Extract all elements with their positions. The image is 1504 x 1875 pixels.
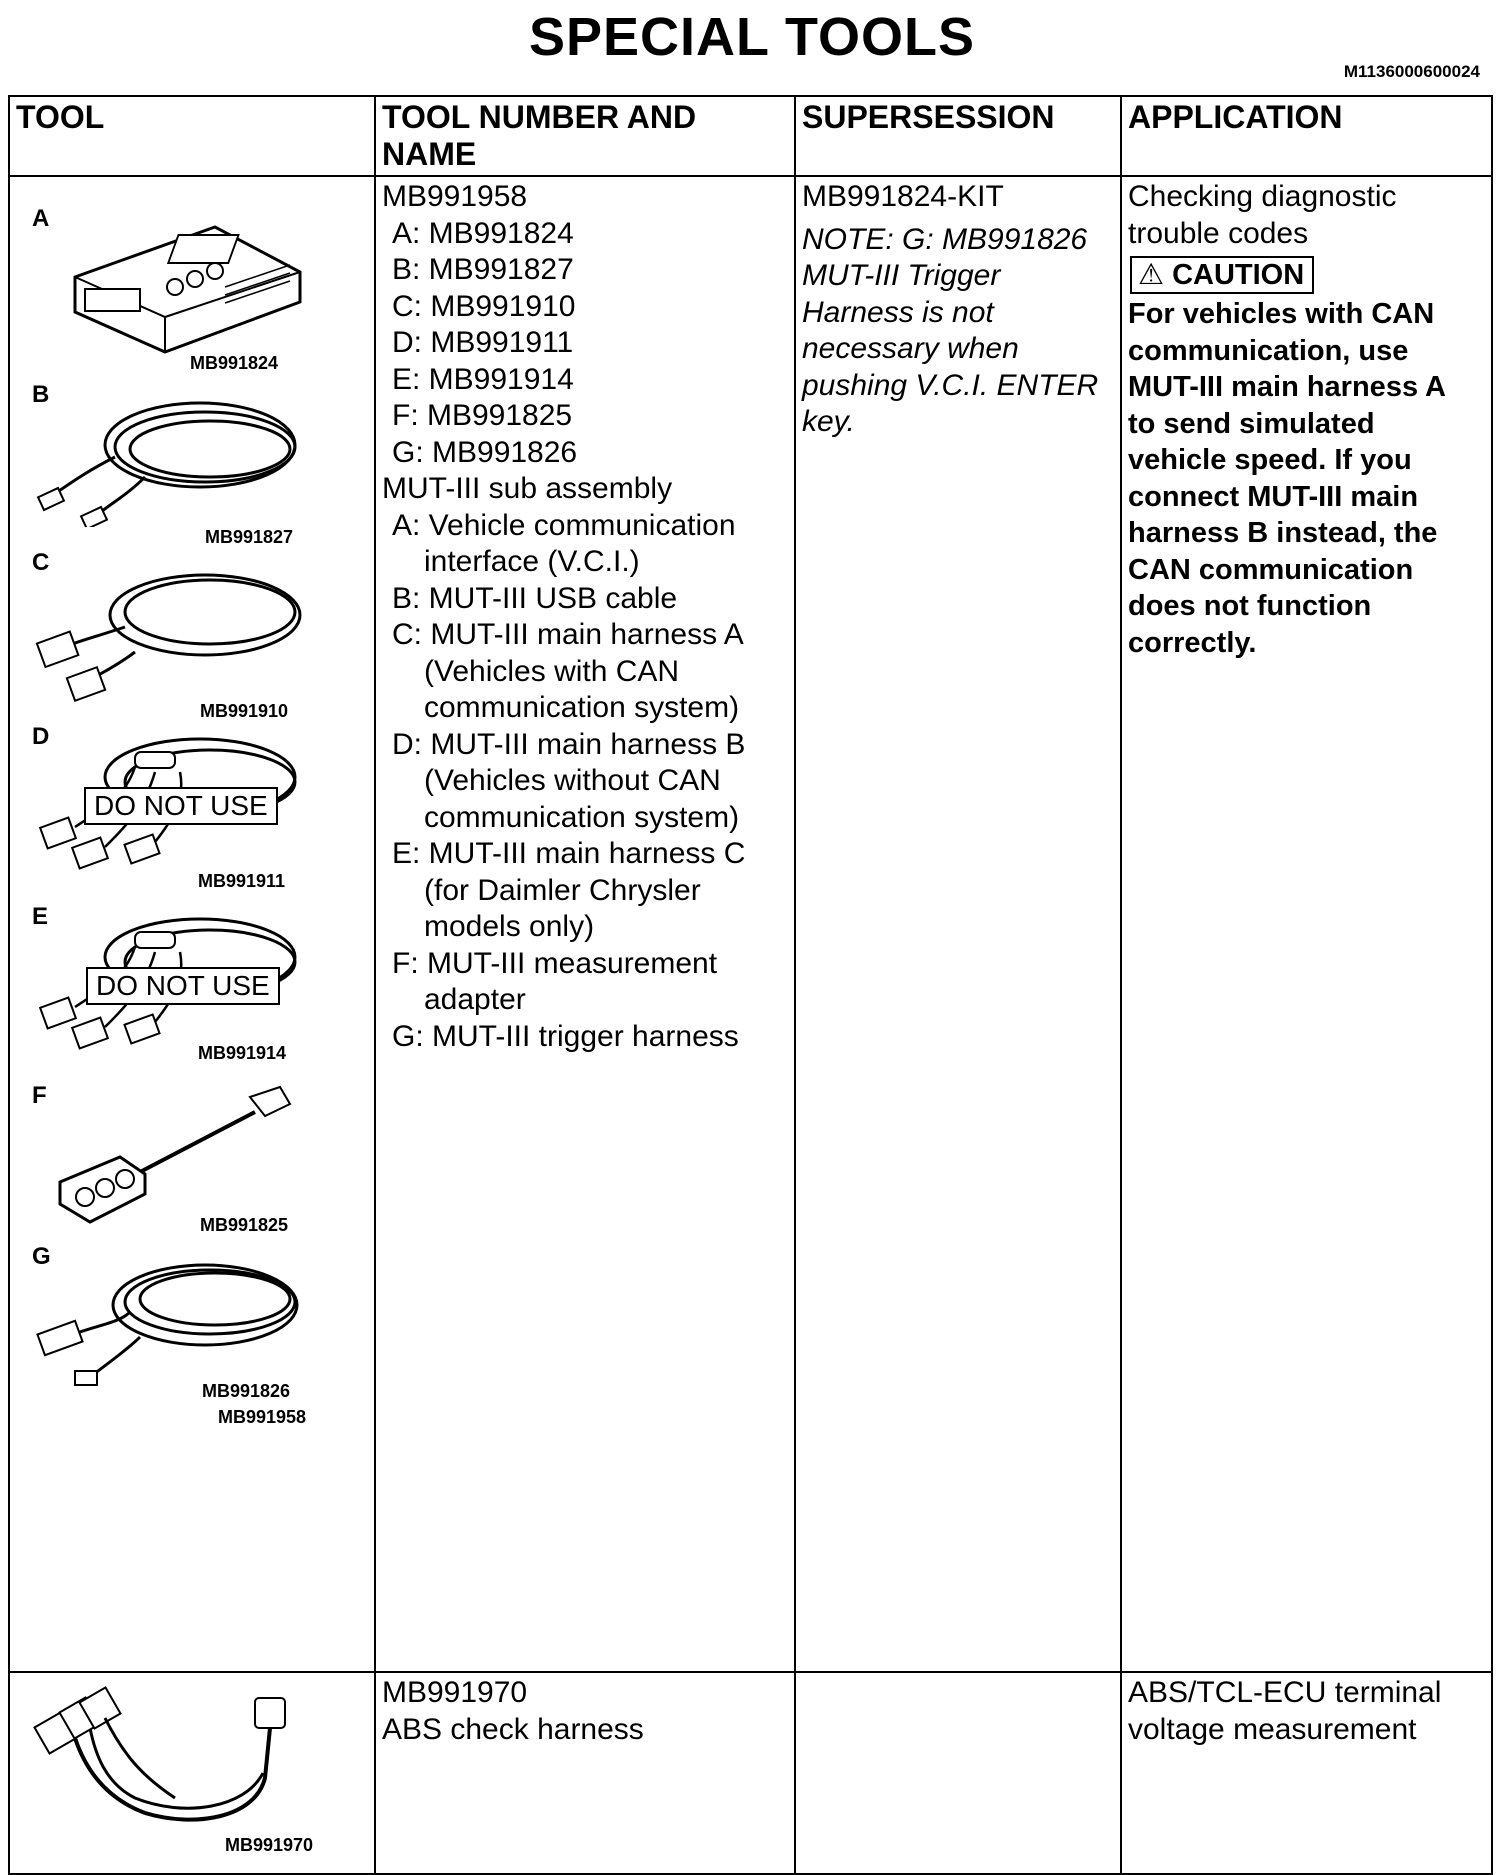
- part-number-b: MB991827: [205, 527, 294, 547]
- assembly-item: A: Vehicle communication: [392, 508, 736, 542]
- tool-letter-g: G: [32, 1243, 51, 1270]
- tool-illustrations-cell: [9, 176, 375, 1672]
- supersession-number: MB991824-KIT: [802, 180, 1004, 213]
- note-line: pushing V.C.I. ENTER: [802, 368, 1099, 402]
- caution-line: to send simulated: [1128, 407, 1375, 440]
- application-line: voltage measurement: [1128, 1712, 1417, 1746]
- caution-line: connect MUT-III main: [1128, 480, 1419, 513]
- part-item: C: MB991910: [392, 289, 576, 323]
- measurement-adapter-illustration: [50, 1082, 300, 1232]
- table-row: [9, 1672, 1492, 1874]
- header-application: APPLICATION: [1121, 96, 1492, 176]
- warning-triangle-icon: ⚠: [1138, 259, 1164, 291]
- special-tools-table: [8, 95, 1493, 1875]
- assembly-item-cont: interface (V.C.I.): [424, 545, 640, 578]
- supersession-cell: [795, 1672, 1121, 1874]
- tool-number: MB991970: [382, 1676, 528, 1709]
- part-number-e: MB991914: [198, 1043, 287, 1063]
- part-number-a: MB991824: [190, 353, 279, 373]
- part-number-abs-harness: MB991970: [225, 1835, 314, 1855]
- part-item: B: MB991827: [392, 253, 574, 286]
- application-cell: [1121, 1672, 1492, 1874]
- tool-number-and-name-cell: [375, 1672, 795, 1874]
- kit-part-number: MB991958: [218, 1407, 307, 1427]
- caution-label: CAUTION: [1172, 259, 1305, 291]
- tool-letter-c: C: [32, 549, 50, 576]
- assembly-item-cont: communication system): [424, 691, 740, 724]
- part-item: D: MB991911: [392, 326, 574, 359]
- do-not-use-label-e: DO NOT USE: [86, 967, 280, 1005]
- assembly-item-cont: (Vehicles with CAN: [424, 654, 680, 688]
- supersession-note: [802, 222, 1114, 441]
- caution-line: vehicle speed. If you: [1128, 444, 1412, 476]
- caution-text: [1128, 296, 1485, 661]
- tool-letter-e: E: [32, 903, 49, 930]
- tool-letter-f: F: [32, 1082, 47, 1109]
- tool-letter-a: A: [32, 205, 50, 232]
- assembly-item-cont: (for Daimler Chrysler: [424, 873, 701, 907]
- note-line: MUT-III Trigger: [802, 259, 1001, 292]
- assembly-item: G: MUT-III trigger harness: [392, 1019, 739, 1053]
- tool-illustration-cell: [9, 1672, 375, 1874]
- caution-box: [1130, 256, 1314, 294]
- header-supersession: SUPERSESSION: [795, 96, 1121, 176]
- part-number-c: MB991910: [200, 701, 289, 721]
- part-item: E: MB991914: [392, 362, 574, 396]
- application-line: ABS/TCL-ECU terminal: [1128, 1676, 1442, 1709]
- header-tool: TOOL: [9, 96, 375, 176]
- application-line: trouble codes: [1128, 216, 1309, 250]
- tool-letter-d: D: [32, 723, 50, 750]
- part-number-g: MB991826: [202, 1381, 291, 1401]
- kit-number: MB991958: [382, 180, 528, 213]
- assembly-item: D: MUT-III main harness B: [392, 727, 746, 761]
- caution-line: communication, use: [1128, 334, 1409, 367]
- assembly-item-cont: models only): [424, 910, 595, 943]
- note-line: necessary when: [802, 332, 1019, 365]
- part-item: F: MB991825: [392, 399, 573, 432]
- caution-line: correctly.: [1128, 626, 1257, 659]
- note-line: key.: [802, 405, 855, 438]
- tool-letter-b: B: [32, 381, 50, 408]
- assembly-item: F: MUT-III measurement: [392, 946, 718, 980]
- assembly-item: E: MUT-III main harness C: [392, 837, 746, 870]
- assembly-item: B: MUT-III USB cable: [392, 581, 678, 615]
- caution-line: For vehicles with CAN: [1128, 298, 1435, 330]
- trigger-harness-illustration: [30, 1247, 305, 1397]
- part-number-f: MB991825: [200, 1215, 289, 1235]
- table-header-row: [9, 96, 1492, 176]
- caution-line: CAN communication: [1128, 553, 1414, 586]
- assembly-item-cont: communication system): [424, 800, 740, 834]
- main-harness-a-illustration: [35, 557, 305, 707]
- application-cell: [1121, 176, 1492, 1672]
- tool-name: ABS check harness: [382, 1712, 644, 1746]
- supersession-value: [796, 1673, 1120, 1677]
- vci-unit-illustration: [65, 217, 305, 357]
- note-line: NOTE: G: MB991826: [802, 222, 1088, 256]
- caution-line: does not function: [1128, 590, 1372, 622]
- caution-line: MUT-III main harness A: [1128, 371, 1446, 403]
- document-id: M1136000600024: [1343, 62, 1480, 81]
- part-number-d: MB991911: [198, 871, 286, 891]
- tool-number-and-name-cell: [375, 176, 795, 1672]
- note-line: Harness is not: [802, 295, 994, 329]
- supersession-cell: [795, 176, 1121, 1672]
- caution-line: harness B instead, the: [1128, 517, 1438, 549]
- application-line: Checking diagnostic: [1128, 180, 1397, 213]
- part-item: A: MB991824: [392, 216, 574, 250]
- table-row: [9, 176, 1492, 1672]
- assembly-item-cont: (Vehicles without CAN: [424, 764, 721, 797]
- header-tool-number-and-name: TOOL NUMBER AND NAME: [375, 96, 795, 176]
- assembly-item: C: MUT-III main harness A: [392, 618, 744, 651]
- do-not-use-label-d: DO NOT USE: [84, 787, 278, 825]
- usb-cable-illustration: [35, 387, 305, 527]
- assembly-item-cont: adapter: [424, 983, 526, 1016]
- part-item: G: MB991826: [392, 435, 578, 469]
- page-title: SPECIAL TOOLS: [528, 7, 976, 67]
- assembly-title: MUT-III sub assembly: [382, 472, 673, 505]
- abs-check-harness-illustration: [25, 1678, 315, 1848]
